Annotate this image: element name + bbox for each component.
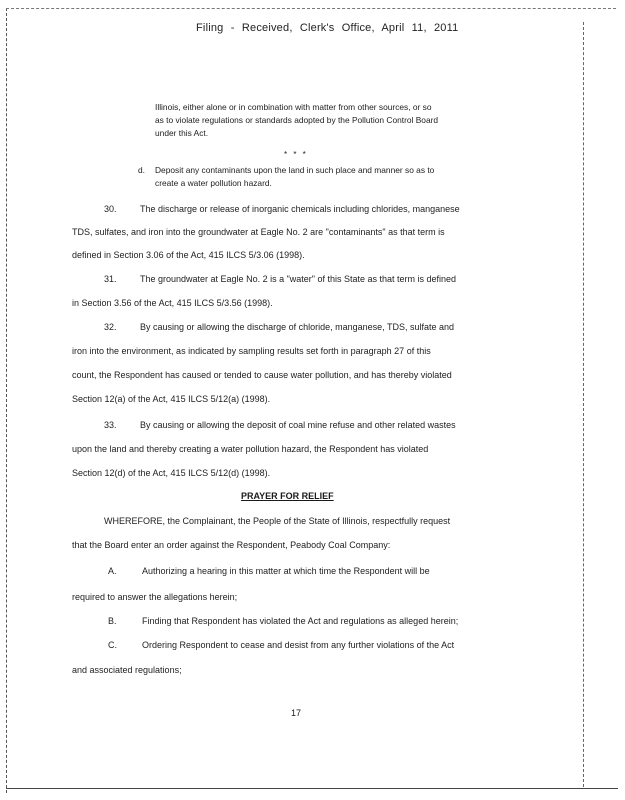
subclause-d-label: d. xyxy=(138,165,145,175)
relief-a-line-1: Authorizing a hearing in this matter at which time the Respondent will be xyxy=(142,566,430,576)
scan-border-bottom xyxy=(6,788,618,789)
filing-stamp-header: Filing - Received, Clerk's Office, April 11, 2011 xyxy=(196,22,459,34)
subclause-d-line-2: create a water pollution hazard. xyxy=(155,178,272,188)
relief-a-label: A. xyxy=(108,566,117,576)
relief-b-line-1: Finding that Respondent has violated the Act and regulations as alleged herein; xyxy=(142,616,459,626)
paragraph-32-line-4: Section 12(a) of the Act, 415 ILCS 5/12(a) (1998). xyxy=(72,394,271,404)
relief-c-line-2: and associated regulations; xyxy=(72,665,182,675)
paragraph-32-number: 32. xyxy=(104,322,117,332)
paragraph-30-line-1: The discharge or release of inorganic chemicals including chlorides, manganese xyxy=(140,204,460,214)
prayer-for-relief-heading: PRAYER FOR RELIEF xyxy=(241,491,334,501)
relief-b-label: B. xyxy=(108,616,117,626)
paragraph-30-line-2: TDS, sulfates, and iron into the groundwater at Eagle No. 2 are "contaminants" as that term is xyxy=(72,227,445,237)
relief-c-label: C. xyxy=(108,640,117,650)
prayer-intro-line-1: WHEREFORE, the Complainant, the People of the State of Illinois, respectfully request xyxy=(104,516,451,526)
subclause-c-line-1: Illinois, either alone or in combination with matter from other sources, or so xyxy=(155,102,432,112)
paragraph-31-number: 31. xyxy=(104,274,117,284)
paragraph-31-line-2: in Section 3.56 of the Act, 415 ILCS 5/3.56 (1998). xyxy=(72,298,273,308)
page-number: 17 xyxy=(291,708,302,718)
relief-c-line-1: Ordering Respondent to cease and desist from any further violations of the Act xyxy=(142,640,455,650)
subclause-c-line-3: under this Act. xyxy=(155,128,209,138)
subclause-d-line-1: Deposit any contaminants upon the land in such place and manner so as to xyxy=(155,165,435,175)
paragraph-32-line-2: iron into the environment, as indicated by sampling results set forth in paragraph 27 of this xyxy=(72,346,431,356)
paragraph-30-line-3: defined in Section 3.06 of the Act, 415 ILCS 5/3.06 (1998). xyxy=(72,250,305,260)
paragraph-30-number: 30. xyxy=(104,204,117,214)
scan-border-top xyxy=(6,8,616,9)
subclause-c-line-2: as to violate regulations or standards adopted by the Pollution Control Board xyxy=(155,115,439,125)
scan-border-right xyxy=(583,22,584,787)
paragraph-33-line-1: By causing or allowing the deposit of coal mine refuse and other related wastes xyxy=(140,420,456,430)
prayer-intro-line-2: that the Board enter an order against the Respondent, Peabody Coal Company: xyxy=(72,540,391,550)
scan-border-left xyxy=(6,8,7,793)
paragraph-33-line-2: upon the land and thereby creating a water pollution hazard, the Respondent has violated xyxy=(72,444,429,454)
paragraph-33-number: 33. xyxy=(104,420,117,430)
relief-a-line-2: required to answer the allegations herein; xyxy=(72,592,238,602)
paragraph-32-line-3: count, the Respondent has caused or tended to cause water pollution, and has thereby violated xyxy=(72,370,452,380)
paragraph-31-line-1: The groundwater at Eagle No. 2 is a "water" of this State as that term is defined xyxy=(140,274,457,284)
ellipsis-separator: * * * xyxy=(284,150,308,159)
paragraph-33-line-3: Section 12(d) of the Act, 415 ILCS 5/12(d) (1998). xyxy=(72,468,271,478)
paragraph-32-line-1: By causing or allowing the discharge of chloride, manganese, TDS, sulfate and xyxy=(140,322,455,332)
